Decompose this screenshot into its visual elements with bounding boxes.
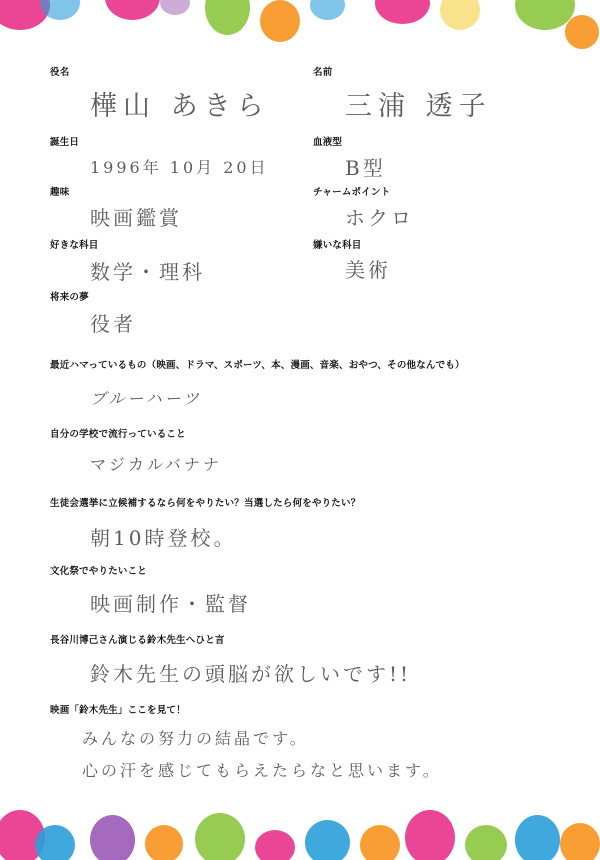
- blood-type-value: B型: [345, 156, 386, 180]
- school-trend-label: 自分の学校で流行っていること: [50, 429, 186, 440]
- paint-splat: [105, 0, 160, 20]
- blood-type-label: 血液型: [313, 137, 343, 148]
- paint-splat: [205, 0, 250, 35]
- recent-obsession-value: ブルーハーツ: [90, 389, 202, 408]
- future-dream-label: 将来の夢: [50, 292, 89, 303]
- movie-highlight-line-1: みんなの努力の結晶です。: [82, 729, 309, 748]
- charm-point-label: チャームポイント: [313, 187, 391, 198]
- top-paint-splatter-border: [0, 0, 600, 60]
- name-label: 名前: [313, 67, 333, 78]
- paint-splat: [305, 820, 350, 860]
- hobby-label: 趣味: [50, 187, 70, 198]
- paint-splat: [565, 15, 599, 49]
- movie-highlight-label: 映画「鈴木先生」ここを見て！: [50, 705, 186, 716]
- student-council-value: 朝10時登校。: [90, 526, 237, 550]
- favorite-subject-value: 数学・理科: [90, 260, 205, 284]
- message-to-teacher-label: 長谷川博己さん演じる鈴木先生へひと言: [50, 635, 225, 646]
- paint-splat: [375, 0, 430, 24]
- paint-splat: [440, 0, 480, 30]
- name-value: 三浦 透子: [345, 91, 492, 122]
- paint-splat: [560, 823, 600, 860]
- paint-splat: [160, 0, 190, 15]
- disliked-subject-label: 嫌いな科目: [313, 240, 362, 251]
- role-name-label: 役名: [50, 67, 70, 78]
- role-name-value: 樺山 あきら: [90, 91, 270, 122]
- charm-point-value: ホクロ: [345, 206, 414, 230]
- hobby-value: 映画鑑賞: [90, 206, 182, 230]
- paint-splat: [90, 815, 135, 860]
- disliked-subject-value: 美術: [345, 258, 391, 282]
- paint-splat: [405, 810, 455, 860]
- student-council-label: 生徒会選挙に立候補するなら何をやりたい？当選したら何をやりたい？: [50, 498, 361, 509]
- message-to-teacher-value: 鈴木先生の頭脳が欲しいです!!: [90, 662, 412, 686]
- recent-obsession-label: 最近ハマっているもの（映画、ドラマ、スポーツ、本、漫画、音楽、おやつ、その他なんでも）: [50, 360, 465, 371]
- paint-splat: [255, 830, 295, 860]
- paint-splat: [360, 825, 400, 860]
- future-dream-value: 役者: [90, 312, 136, 336]
- culture-festival-label: 文化祭でやりたいこと: [50, 566, 148, 577]
- culture-festival-value: 映画制作・監督: [90, 592, 251, 616]
- paint-splat: [35, 825, 75, 860]
- paint-splat: [310, 0, 345, 20]
- birthday-value: 1996年 10月 20日: [90, 158, 269, 177]
- movie-highlight-line-2: 心の汗を感じてもらえたらなと思います。: [82, 761, 442, 780]
- favorite-subject-label: 好きな科目: [50, 240, 99, 251]
- bottom-paint-splatter-border: [0, 785, 600, 860]
- paint-splat: [195, 813, 245, 860]
- paint-splat: [260, 0, 300, 42]
- paint-splat: [145, 825, 183, 860]
- paint-splat: [465, 825, 507, 860]
- school-trend-value: マジカルバナナ: [90, 455, 222, 474]
- birthday-label: 誕生日: [50, 137, 80, 148]
- paint-splat: [515, 815, 560, 860]
